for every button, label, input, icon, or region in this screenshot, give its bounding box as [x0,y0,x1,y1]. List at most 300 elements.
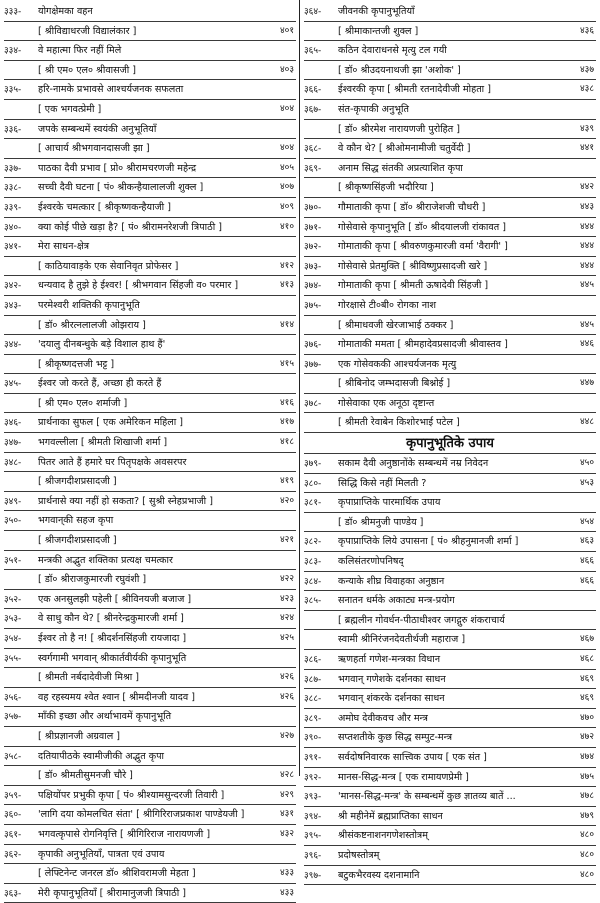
entry-title: [ लेफ्टिनेन्ट जनरल डॉ० श्रीशिवरामजी मेहता ] [38,868,196,880]
page-number: ४६८ [577,650,594,670]
entry-number: ३८३- [304,557,322,568]
page-number: ४२९ [277,786,294,806]
toc-entry [4,41,296,61]
entry-number: ३९७- [304,870,322,881]
page-number: ४०५ [277,159,294,179]
entry-title: मानस-सिद्ध-मन्त्र [ एक रामायणप्रेमी ] [338,771,469,783]
toc-entry [304,493,596,513]
entry-number: ३६१- [4,829,22,840]
entry-title: [ काठियावाड़के एक सेवानिवृत प्रोफेसर ] [38,260,179,272]
page-number: ४१३ [277,276,294,296]
toc-entry-continuation [4,727,296,747]
toc-entry [4,218,296,238]
toc-entry [304,748,596,768]
entry-number: ३५७- [4,712,22,723]
entry-title: स्वर्गगामी भगवान् श्रीकार्तवीर्यकी कृपानुभूति [38,652,187,664]
toc-entry [304,474,596,494]
page-number: ४२१ [277,531,294,551]
toc-entry [4,2,296,22]
entry-title: गोमाताकी ममता [ श्रीमहादेवप्रसादजी श्रीवास्तव ] [338,339,508,351]
toc-entry [304,454,596,474]
entry-number: ३९५- [304,831,322,842]
entry-title: 'मानस-सिद्ध-मन्त्र' के सम्बन्धमें कुछ ज्ञातव्य बातें ... [338,791,516,803]
entry-title: जीवनकी कृपानुभूतियाँ [338,6,415,17]
entry-title: मन्त्रकी अद्भुत शक्तिका प्रत्यक्ष चमत्कार [38,554,173,566]
toc-entry-continuation [304,374,596,394]
entry-number: ३५२- [4,594,22,605]
page-number: ४४५ [577,316,594,336]
toc-entry-continuation [4,864,296,884]
page-number: ४२५ [277,629,294,649]
entry-title: एक अनसुलझी पहेली [ श्रीविनयजी बजाज ] [38,593,192,605]
entry-title: 'दयालु दीनबन्धुके बड़े विशाल हाथ हैं' [38,339,166,351]
toc-left-column [4,2,296,903]
page-number: ४१२ [277,257,294,277]
entry-number: ३७८- [304,398,322,409]
toc-entry [304,572,596,592]
entry-number: ३७६- [304,340,322,351]
entry-title: सिद्धि किसे नहीं मिलती ? [338,477,427,489]
toc-entry-continuation [4,61,296,81]
entry-title: प्रार्थनासे क्या नहीं हो सकता? [ सुश्री स्नेहप्रभाजी ] [38,495,213,507]
entry-title: ऋणहर्ता गणेश-मन्त्रका विधान [338,654,441,665]
toc-entry [304,139,596,159]
toc-entry-continuation [4,316,296,336]
entry-title: कृपाप्राप्तिके लिये उपासना [ पं० श्रीहनुमानजी शर्मा ] [338,536,519,548]
toc-entry [4,747,296,767]
page-number: ४२६ [277,688,294,708]
page-number: ४७४ [577,748,594,768]
page-number: ४१९ [277,472,294,492]
toc-entry [4,805,296,825]
entry-number: ३८०- [304,478,322,489]
toc-entry [304,335,596,355]
entry-number: ३९३- [304,792,322,803]
entry-title: स्वामी श्रीनिरंजनदेवतीर्थजी महाराज ] [338,634,466,646]
page-number: ४०४ [277,100,294,120]
toc-entry [304,41,596,61]
toc-entry [304,159,596,179]
page-number: ४२६ [277,668,294,688]
entry-number: ३३९- [4,202,22,213]
entry-number: ३८२- [304,537,322,548]
page-number: ४६६ [577,552,594,572]
toc-entry [4,649,296,669]
page-number: ४०७ [277,178,294,198]
entry-title: 'लागि दया कोमलचित संता' [ श्रीगिरिराजप्रकाश पाण्डेयजी ] [38,809,245,821]
toc-entry [304,237,596,257]
page-number: ४३३ [277,864,294,884]
toc-entry-continuation [4,668,296,688]
toc-entry-continuation [304,178,596,198]
page-number: ४०९ [277,198,294,218]
toc-entry [4,413,296,433]
entry-number: ३४२- [4,281,22,292]
entry-title: [ श्रीकृष्णदत्तजी भट्ट ] [38,358,115,370]
entry-title: पितर आते हैं हमारे घर पितृपक्षके अवसरपर [38,456,187,468]
entry-number: ३४१- [4,242,22,253]
page-number: ४१५ [277,355,294,375]
page-number: ४३६ [577,22,594,42]
page-number: ४०३ [277,61,294,81]
page-number: ४२७ [277,727,294,747]
entry-number: ३५५- [4,653,22,664]
entry-title: [ श्रीकृष्णसिंहजी भदौरिया ] [338,182,434,194]
page-number: ४६९ [577,689,594,709]
toc-entry-continuation [304,630,596,650]
entry-title: [ श्रीमती रेवाबेन किशोरभाई पटेल ] [338,417,460,429]
toc-entry [304,394,596,414]
page-number: ४२४ [277,609,294,629]
toc-entry [4,80,296,100]
entry-title: हरि-नामके प्रभावसे आश्चर्यजनक सफलता [38,84,184,96]
entry-title: कलिसंतरणोपनिषद् [338,556,404,568]
toc-entry [304,728,596,748]
page-number: ४६७ [577,630,594,650]
entry-title: वे कौन थे? [ श्रीओमनामीजी चतुर्वेदी ] [338,143,471,155]
toc-entry [4,688,296,708]
entry-title: धन्यवाद है तुझे हे ईश्वर! [ श्रीभगवान सिंहजी व० परमार ] [38,280,239,292]
entry-title: ईश्वर तो है न! [ श्रीदर्शनसिंहजी रायजादा ] [38,633,187,644]
toc-entry [4,825,296,845]
toc-entry [304,218,596,238]
page-number: ४७९ [577,807,594,827]
entry-number: ३९६- [304,850,322,861]
toc-entry-continuation [4,394,296,414]
entry-title: परमेश्वरी शक्तिकी कृपानुभूति [38,299,140,311]
toc-entry-continuation [4,355,296,375]
toc-entry [304,552,596,572]
toc-entry [304,866,596,886]
toc-entry [304,257,596,277]
entry-title: माँकी इच्छा और अर्थाभावमें कृपानुभूति [38,711,172,723]
entry-title: [ एक भगवत्प्रेमी ] [38,103,102,115]
page-number: ४१६ [277,394,294,414]
entry-title: एक गोसेवककी आश्चर्यजनक मृत्यु [338,358,457,370]
entry-number: ३४८- [4,457,22,468]
page-number: ४४७ [577,374,594,394]
entry-title: अमोघ देवीकवच और मन्त्र [338,712,428,724]
entry-title: जपके सम्बन्धमें स्वयंकी अनुभूतियाँ [38,123,157,135]
entry-number: ३६८- [304,144,322,155]
entry-title: कन्याके शीघ्र विवाहका अनुष्ठान [338,575,445,587]
toc-entry [304,2,596,22]
entry-title: भगवान् गणेशके दर्शनका साधन [338,673,446,685]
page-number: ४६६ [577,572,594,592]
entry-number: ३४७- [4,438,22,449]
page-number: ४१० [277,218,294,238]
page-number: ४३८ [577,80,594,100]
entry-number: ३४०- [4,222,22,233]
entry-title: क्या कोई पीछे खड़ा है? [ पं० श्रीरामनरेशजी त्रिपाठी ] [38,221,222,233]
entry-title: वे साधु कौन थे? [ श्रीनरेन्द्रकुमारजी शर्मा ] [38,613,184,625]
entry-number: ३७५- [304,300,322,311]
entry-title: दतियापीठके स्वामीजीकी अद्भुत कृपा [38,750,165,762]
entry-title: [ श्री एम० एल० शर्माजी ] [38,397,128,409]
toc-entry-continuation [304,413,596,433]
toc-entry [304,768,596,788]
toc-entry [304,689,596,709]
entry-title: गोमाताकी कृपा [ श्रीवरुणकुमारजी वर्मा 'वैरागी' ] [338,241,508,253]
entry-number: ३७९- [304,459,322,470]
entry-title: भगवान् शंकरके दर्शनका साधन [338,693,445,705]
toc-entry [4,551,296,571]
toc-entry [4,492,296,512]
entry-number: ३७७- [304,359,322,370]
entry-title: [ डॉ० श्रीरत्नलालजी ओझराय ] [38,319,146,331]
toc-right-column [304,2,596,885]
entry-title: [ आचार्य श्रीभगवानदासजी झा ] [38,143,150,155]
toc-entry [4,845,296,865]
entry-number: ३७४- [304,281,322,292]
toc-entry [4,707,296,727]
toc-entry [4,453,296,473]
entry-title: [ श्री एम० एल० श्रीवासजी ] [38,64,137,76]
toc-entry [4,609,296,629]
toc-entry-continuation [4,472,296,492]
toc-entry [304,709,596,729]
entry-number: ३४३- [4,300,22,311]
entry-title: [ श्रीबिनोद जम्भदासजी बिश्नोई ] [338,378,451,390]
entry-number: ३८५- [304,596,322,607]
entry-title: भगवान्‌की सहज कृपा [38,515,114,527]
entry-number: ३८७- [304,674,322,685]
page-number: ४३२ [277,825,294,845]
toc-entry [4,335,296,355]
entry-title: भगवल्लीला [ श्रीमती शिखाजी शर्मा ] [38,437,168,449]
toc-entry [4,237,296,257]
page-number: ४७० [577,709,594,729]
entry-title: श्री महीनेमें ब्रह्मप्राप्तिका साधन [338,810,443,822]
toc-entry [4,276,296,296]
entry-title: कठिन देवाराधनसे मृत्यु टल गयी [338,45,447,57]
toc-entry [4,511,296,531]
toc-entry [304,846,596,866]
entry-number: ३३३- [4,7,22,17]
entry-number: ३८६- [304,655,322,665]
entry-number: ३९४- [304,811,322,822]
entry-title: श्रीसंकष्टनाशनगणेशस्तोत्रम् [338,830,428,842]
entry-title: वे महात्मा फिर नहीं मिले [38,45,122,57]
entry-number: ३३८- [4,183,22,194]
page-number: ४६३ [577,532,594,552]
page-number: ४२३ [277,590,294,610]
page-number: ४२२ [277,570,294,590]
toc-entry-continuation [304,611,596,631]
toc-entry [4,786,296,806]
entry-title: वह रहस्यमय श्वेत श्वान [ श्रीमदीनजी यादव ] [38,691,195,703]
entry-number: ३७३- [304,261,322,272]
page-number: ४४४ [577,237,594,257]
entry-number: ३५९- [4,790,22,801]
toc-entry-continuation [304,61,596,81]
toc-entry-continuation [4,22,296,42]
page-number: ४१८ [277,433,294,453]
entry-title: पक्षियोंपर प्रभुकी कृपा [ पं० श्रीश्यामसुन्दरजी तिवारी ] [38,789,225,801]
entry-number: ३७०- [304,202,322,213]
toc-entry-continuation [4,100,296,120]
toc-entry-continuation [4,257,296,277]
entry-number: ३७१- [304,222,322,233]
entry-title: गोरक्षासे टी०बी० रोगका नाश [338,299,437,311]
toc-entry [304,532,596,552]
page-number: ४७८ [577,787,594,807]
toc-entry [304,807,596,827]
entry-number: ३९१- [304,752,322,763]
page-number: ४४३ [577,198,594,218]
entry-number: ३४९- [4,496,22,507]
entry-number: ३५४- [4,634,22,644]
entry-title: [ ब्रह्मलीन गोवर्धन-पीठाधीश्वर जगद्गुरु शंकराचार्य [338,614,505,626]
page-number: ४४४ [577,218,594,238]
entry-title: गोसेवासे प्रेतमुक्ति [ श्रीविष्णुप्रसादजी खरे ] [338,260,488,272]
page-number: ४८० [577,846,594,866]
toc-entry [304,276,596,296]
entry-title: अनाम सिद्ध संतकी अप्रत्याशित कृपा [338,162,463,174]
page-number: ४३१ [277,805,294,825]
entry-number: ३६७- [304,104,322,115]
entry-title: मेरी कृपानुभूतियाँ [ श्रीरामानुजजी त्रिपाठी ] [38,887,186,899]
entry-number: ३३५- [4,85,22,96]
entry-number: ३८४- [304,576,322,587]
page-number: ४०४ [277,139,294,159]
toc-entry-continuation [4,570,296,590]
entry-title: [ डॉ० श्रीमतीसुमनजी चौरे ] [38,770,133,782]
entry-title: [ डॉ० श्रीराजकुमारजी रघुवंशी ] [38,574,147,586]
entry-number: ३५३- [4,614,22,625]
page-number: ४५३ [577,474,594,494]
entry-number: ३३४- [4,46,22,57]
toc-entry [304,670,596,690]
entry-title: मेरा साधन-क्षेत्र [38,241,90,253]
entry-title: सप्तशतीके कुछ सिद्ध सम्पुट-मन्त्र [338,732,453,744]
page-number: ४४१ [577,139,594,159]
entry-title: प्रदोषस्तोत्रम् [338,849,380,861]
page-number: ४५४ [577,513,594,533]
toc-entry [304,826,596,846]
entry-number: ३३६- [4,124,22,135]
toc-entry-continuation [304,513,596,533]
entry-title: [ डॉ० श्रीमनुजी पाण्डेय ] [338,516,424,528]
entry-title: [ श्रीजगदीशप्रसादजी ] [38,476,117,488]
toc-entry-continuation [4,139,296,159]
entry-title: ईश्वर जो करते हैं, अच्छा ही करते हैं [38,378,162,390]
page-number: ४३७ [577,61,594,81]
entry-title: प्रार्थनाका सुफल [ एक अमेरिकन महिला ] [38,417,184,429]
toc-entry [304,650,596,670]
entry-title: [ श्रीमती नर्बदादेवीजी मिश्रा ] [38,672,140,684]
entry-title: संत-कृपाकी अनुभूति [338,103,409,115]
toc-entry [304,100,596,120]
entry-number: ३९२- [304,772,322,783]
toc-entry [4,178,296,198]
toc-entry [304,80,596,100]
page-number: ४२० [277,492,294,512]
page-number: ४८० [577,826,594,846]
entry-title: योगक्षेमका वहन [38,6,93,17]
toc-entry [304,591,596,611]
page-number: ४५० [577,454,594,474]
toc-entry [4,198,296,218]
column-divider [299,0,300,776]
entry-title: गोमाताकी कृपा [ श्रीमती ऊषादेवी सिंहजी ] [338,280,489,292]
page-number: ४७५ [577,768,594,788]
entry-number: ३८८- [304,694,322,705]
page-number: ४१७ [277,413,294,433]
entry-title: बटुकभैरवस्य दशनामानि [338,869,420,881]
toc-entry-continuation [4,531,296,551]
entry-title: गोसेवासे कृपानुभूति [ डॉ० श्रीदयालजी रांकावत ] [338,221,506,233]
entry-number: ३४५- [4,379,22,390]
toc-entry [304,787,596,807]
entry-title: [ श्रीजगदीशप्रसादजी ] [38,535,117,547]
toc-entry-continuation [304,22,596,42]
entry-number: ३९०- [304,733,322,744]
entry-number: ३५८- [4,751,22,762]
entry-number: ३५१- [4,555,22,566]
entry-title: सनातन धर्मके अकाट्य मन्त्र-प्रयोग [338,595,455,607]
entry-title: ईश्वरके चमत्कार [ श्रीकृष्णकन्हैयाजी ] [38,201,171,213]
toc-entry [4,159,296,179]
entry-number: ३४४- [4,340,22,351]
toc-entry [4,884,296,903]
entry-title: ईश्वरकी कृपा [ श्रीमती रतनादेवीजी मोहता ] [338,84,491,96]
page-number: ४४६ [577,335,594,355]
entry-number: ३६३- [4,888,22,899]
toc-entry [4,374,296,394]
toc-entry [4,433,296,453]
entry-title: [ श्रीविद्याधरजी विद्यालंकार ] [38,25,137,37]
entry-title: सर्वदोषनिवारक सात्त्विक उपाय [ एक संत ] [338,751,487,763]
entry-title: [ श्रीप्रज्ञानजी अग्रवाल ] [38,730,120,742]
entry-number: ३८१- [304,498,322,509]
entry-title: [ श्रीमाकान्तजी शुक्ल ] [338,25,419,37]
page-number: ४४५ [577,276,594,296]
page-number: ४१४ [277,316,294,336]
toc-entry [4,590,296,610]
entry-title: [ डॉ० श्रीउदयनाथजी झा 'अशोक' ] [338,64,461,76]
section-heading: कृपानुभूतिके उपाय [304,433,596,454]
entry-number: ३६२- [4,849,22,860]
toc-entry [4,120,296,140]
entry-number: ३७२- [304,242,322,253]
entry-title: भगवत्कृपासे रोगनिवृत्ति [ श्रीगिरिराज नारायणजी ] [38,828,211,840]
entry-number: ३३७- [4,163,22,174]
page-number: ४६९ [577,670,594,690]
toc-entry-continuation [304,120,596,140]
toc-entry-continuation [304,316,596,336]
entry-number: ३५०- [4,516,22,527]
page-number: ४७२ [577,728,594,748]
entry-title: गोसेवाका एक अनूठा दृष्टान्त [338,397,435,409]
entry-number: ३६४- [304,7,322,17]
toc-entry [304,296,596,316]
entry-number: ३४६- [4,418,22,429]
entry-number: ३६६- [304,85,322,96]
entry-title: सच्ची दैवी घटना [ पं० श्रीकन्हैयालालजी शुक्ल ] [38,182,204,194]
page-number: ४३९ [577,120,594,140]
entry-title: [ डॉ० श्रीरमेश नारायणजी पुरोहित ] [338,123,461,135]
page-number: ४४४ [577,257,594,277]
entry-number: ३६९- [304,163,322,174]
page-number: ४२८ [277,766,294,786]
toc-entry [304,198,596,218]
page-number: ४४२ [577,178,594,198]
entry-title: गौमाताकी कृपा [ डॉ० श्रीराजेशजी चौधरी ] [338,201,486,213]
entry-number: ३८९- [304,713,322,724]
entry-title: सकाम दैवी अनुष्ठानोंके सम्बन्धमें नम्र निवेदन [338,458,489,470]
toc-entry [304,355,596,375]
